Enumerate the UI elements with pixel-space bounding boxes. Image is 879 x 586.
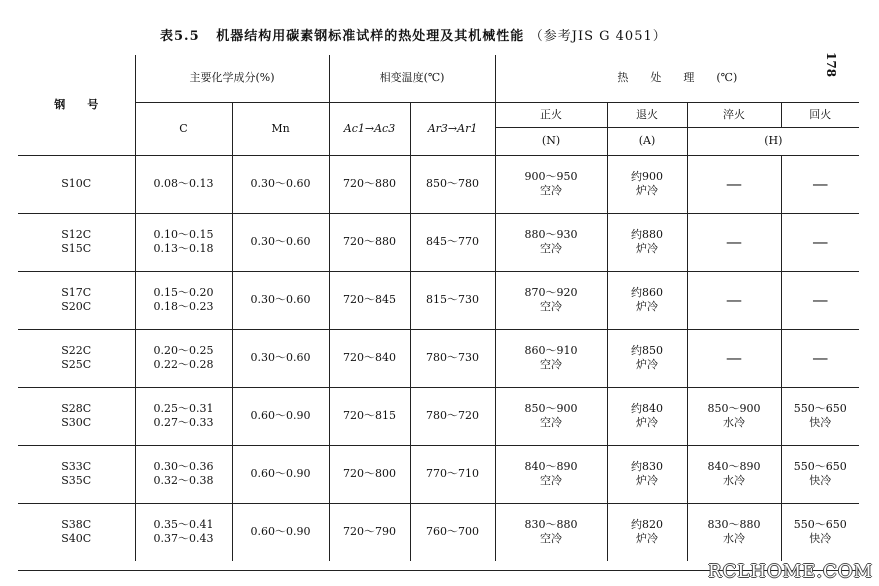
cell-mn: 0.30～0.60 (232, 213, 329, 271)
cell-line: 快冷 (809, 416, 832, 429)
table-row (18, 503, 859, 561)
header-anneal: 退火 (607, 102, 687, 127)
cell-line: 空冷 (540, 242, 563, 255)
cell-quench (687, 155, 781, 213)
cell-temper (781, 445, 859, 503)
cell-line: 约840 (631, 402, 664, 415)
cell-line: — (726, 232, 743, 251)
cell-temper (781, 213, 859, 271)
cell-ar: 845～770 (410, 213, 495, 271)
cell-line: 550～650 (793, 518, 847, 532)
cell-line: 880～930 (524, 228, 578, 241)
cell-ar: 850～780 (410, 155, 495, 213)
header-c: C (135, 102, 232, 155)
cell-anneal (607, 155, 687, 213)
cell-line: S35C (61, 474, 92, 487)
cell-norm (495, 271, 607, 329)
cell-temper (781, 503, 859, 561)
cell-line: — (726, 174, 743, 193)
cell-line: 炉冷 (636, 416, 659, 429)
cell-ac: 720～880 (329, 155, 410, 213)
cell-mn: 0.60～0.90 (232, 503, 329, 561)
table-row (18, 271, 859, 329)
cell-norm (495, 155, 607, 213)
cell-anneal (607, 271, 687, 329)
cell-line: — (812, 348, 829, 367)
cell-norm (495, 213, 607, 271)
table-row (18, 387, 859, 445)
cell-c (135, 503, 232, 561)
header-grade: 钢 号 (18, 55, 135, 155)
cell-line: S20C (61, 300, 92, 313)
cell-temper (781, 155, 859, 213)
cell-line: — (812, 174, 829, 193)
cell-c (135, 271, 232, 329)
cell-line: 0.37～0.43 (153, 532, 214, 546)
cell-line: 水冷 (723, 416, 746, 429)
cell-line: 空冷 (540, 184, 563, 197)
cell-anneal (607, 213, 687, 271)
cell-norm (495, 387, 607, 445)
cell-line: 水冷 (723, 532, 746, 546)
cell-ar: 770～710 (410, 445, 495, 503)
cell-grade (18, 387, 135, 445)
cell-ar: 780～720 (410, 387, 495, 445)
cell-line: 550～650 (793, 402, 847, 415)
header-h: (H) (687, 127, 859, 155)
cell-temper (781, 387, 859, 445)
cell-ar: 815～730 (410, 271, 495, 329)
cell-line: S17C (61, 286, 92, 299)
cell-quench (687, 271, 781, 329)
cell-norm (495, 503, 607, 561)
cell-line: 0.32～0.38 (153, 474, 214, 487)
cell-quench (687, 213, 781, 271)
cell-temper (781, 329, 859, 387)
cell-anneal (607, 329, 687, 387)
cell-line: S30C (61, 416, 92, 429)
cell-line: S15C (61, 242, 92, 255)
cell-ac: 720～815 (329, 387, 410, 445)
cell-c (135, 329, 232, 387)
cell-line: 炉冷 (636, 532, 659, 546)
page-number: 178 (824, 52, 838, 78)
cell-line: 830～880 (524, 518, 578, 532)
cell-line: 0.22～0.28 (153, 358, 214, 371)
cell-line: 炉冷 (636, 242, 659, 255)
cell-line: 空冷 (540, 474, 563, 487)
cell-line: 860～910 (524, 344, 578, 357)
cell-c (135, 213, 232, 271)
cell-line: 炉冷 (636, 300, 659, 313)
header-heat-treatment: 热 处 理 (℃) (495, 55, 859, 102)
cell-line: 空冷 (540, 358, 563, 371)
cell-grade (18, 329, 135, 387)
cell-line: 0.08～0.13 (153, 177, 214, 190)
cell-line: 870～920 (524, 286, 578, 299)
cell-line: — (812, 290, 829, 309)
cell-c (135, 387, 232, 445)
cell-c (135, 445, 232, 503)
cell-grade (18, 271, 135, 329)
cell-anneal (607, 387, 687, 445)
cell-grade (18, 213, 135, 271)
cell-line: 840～890 (707, 460, 761, 473)
cell-ac: 720～840 (329, 329, 410, 387)
table-reference: （参考JIS G 4051） (529, 29, 667, 44)
table-number: 表5.5 (160, 29, 200, 44)
cell-line: 0.13～0.18 (153, 242, 214, 255)
heat-treatment-table (18, 55, 859, 561)
cell-ac: 720～845 (329, 271, 410, 329)
cell-line: 水冷 (723, 474, 746, 487)
cell-line: 约850 (631, 344, 664, 357)
cell-line: 0.20～0.25 (153, 344, 214, 357)
cell-mn: 0.30～0.60 (232, 271, 329, 329)
cell-line: — (812, 232, 829, 251)
cell-line: 快冷 (809, 532, 832, 546)
cell-line: S38C (61, 518, 92, 532)
cell-line: 0.18～0.23 (153, 300, 214, 313)
cell-line: 空冷 (540, 416, 563, 429)
cell-mn: 0.60～0.90 (232, 387, 329, 445)
header-quench: 淬火 (687, 102, 781, 127)
cell-grade (18, 503, 135, 561)
cell-line: S33C (61, 460, 92, 473)
cell-grade (18, 155, 135, 213)
cell-line: 约880 (631, 228, 664, 241)
cell-line: 空冷 (540, 300, 563, 313)
cell-c (135, 155, 232, 213)
cell-norm (495, 445, 607, 503)
header-chemistry: 主要化学成分(%) (135, 55, 329, 102)
cell-quench (687, 329, 781, 387)
cell-line: S28C (61, 402, 92, 415)
cell-line: S10C (61, 177, 92, 190)
cell-quench (687, 503, 781, 561)
table-title (160, 25, 667, 44)
cell-line: 850～900 (524, 402, 578, 415)
table-row (18, 155, 859, 213)
cell-line: 约860 (631, 286, 664, 299)
cell-line: 0.35～0.41 (153, 518, 214, 532)
cell-line: 0.10～0.15 (153, 228, 214, 241)
cell-line: S22C (61, 344, 92, 357)
header-a: (A) (607, 127, 687, 155)
cell-norm (495, 329, 607, 387)
cell-mn: 0.60～0.90 (232, 445, 329, 503)
cell-line: 550～650 (793, 460, 847, 473)
cell-line: — (726, 290, 743, 309)
cell-line: 空冷 (540, 532, 563, 546)
table-row (18, 329, 859, 387)
cell-line: 0.15～0.20 (153, 286, 214, 299)
table-row (18, 213, 859, 271)
cell-quench (687, 387, 781, 445)
cell-line: 830～880 (707, 518, 761, 532)
cell-line: 900～950 (524, 170, 578, 183)
cell-ac: 720～790 (329, 503, 410, 561)
cell-line: 0.27～0.33 (153, 416, 214, 429)
cell-temper (781, 271, 859, 329)
cell-line: 840～890 (524, 460, 578, 473)
header-mn: Mn (232, 102, 329, 155)
cell-line: S12C (61, 228, 92, 241)
cell-line: 炉冷 (636, 184, 659, 197)
cell-ac: 720～800 (329, 445, 410, 503)
cell-anneal (607, 503, 687, 561)
cell-mn: 0.30～0.60 (232, 329, 329, 387)
cell-line: 炉冷 (636, 474, 659, 487)
header-temper: 回火 (781, 102, 859, 127)
cell-line: S25C (61, 358, 92, 371)
cell-mn: 0.30～0.60 (232, 155, 329, 213)
cell-line: 快冷 (809, 474, 832, 487)
cell-line: 0.25～0.31 (153, 402, 214, 415)
cell-line: 约830 (631, 460, 664, 473)
cell-grade (18, 445, 135, 503)
cell-line: — (726, 348, 743, 367)
cell-line: 炉冷 (636, 358, 659, 371)
table-row (18, 445, 859, 503)
header-ar: Ar3→Ar1 (410, 102, 495, 155)
watermark: RCLHOME.COM (708, 561, 873, 582)
cell-anneal (607, 445, 687, 503)
cell-ac: 720～880 (329, 213, 410, 271)
cell-line: 850～900 (707, 402, 761, 415)
cell-ar: 760～700 (410, 503, 495, 561)
cell-ar: 780～730 (410, 329, 495, 387)
cell-line: 0.30～0.36 (153, 460, 214, 473)
cell-line: S40C (61, 532, 92, 546)
header-normalize: 正火 (495, 102, 607, 127)
cell-quench (687, 445, 781, 503)
header-transformation: 相变温度(℃) (329, 55, 495, 102)
header-ac: Ac1→Ac3 (329, 102, 410, 155)
header-n: (N) (495, 127, 607, 155)
cell-line: 约900 (631, 170, 664, 183)
table-caption: 机器结构用碳素钢标准试样的热处理及其机械性能 (216, 29, 525, 44)
cell-line: 约820 (631, 518, 664, 532)
